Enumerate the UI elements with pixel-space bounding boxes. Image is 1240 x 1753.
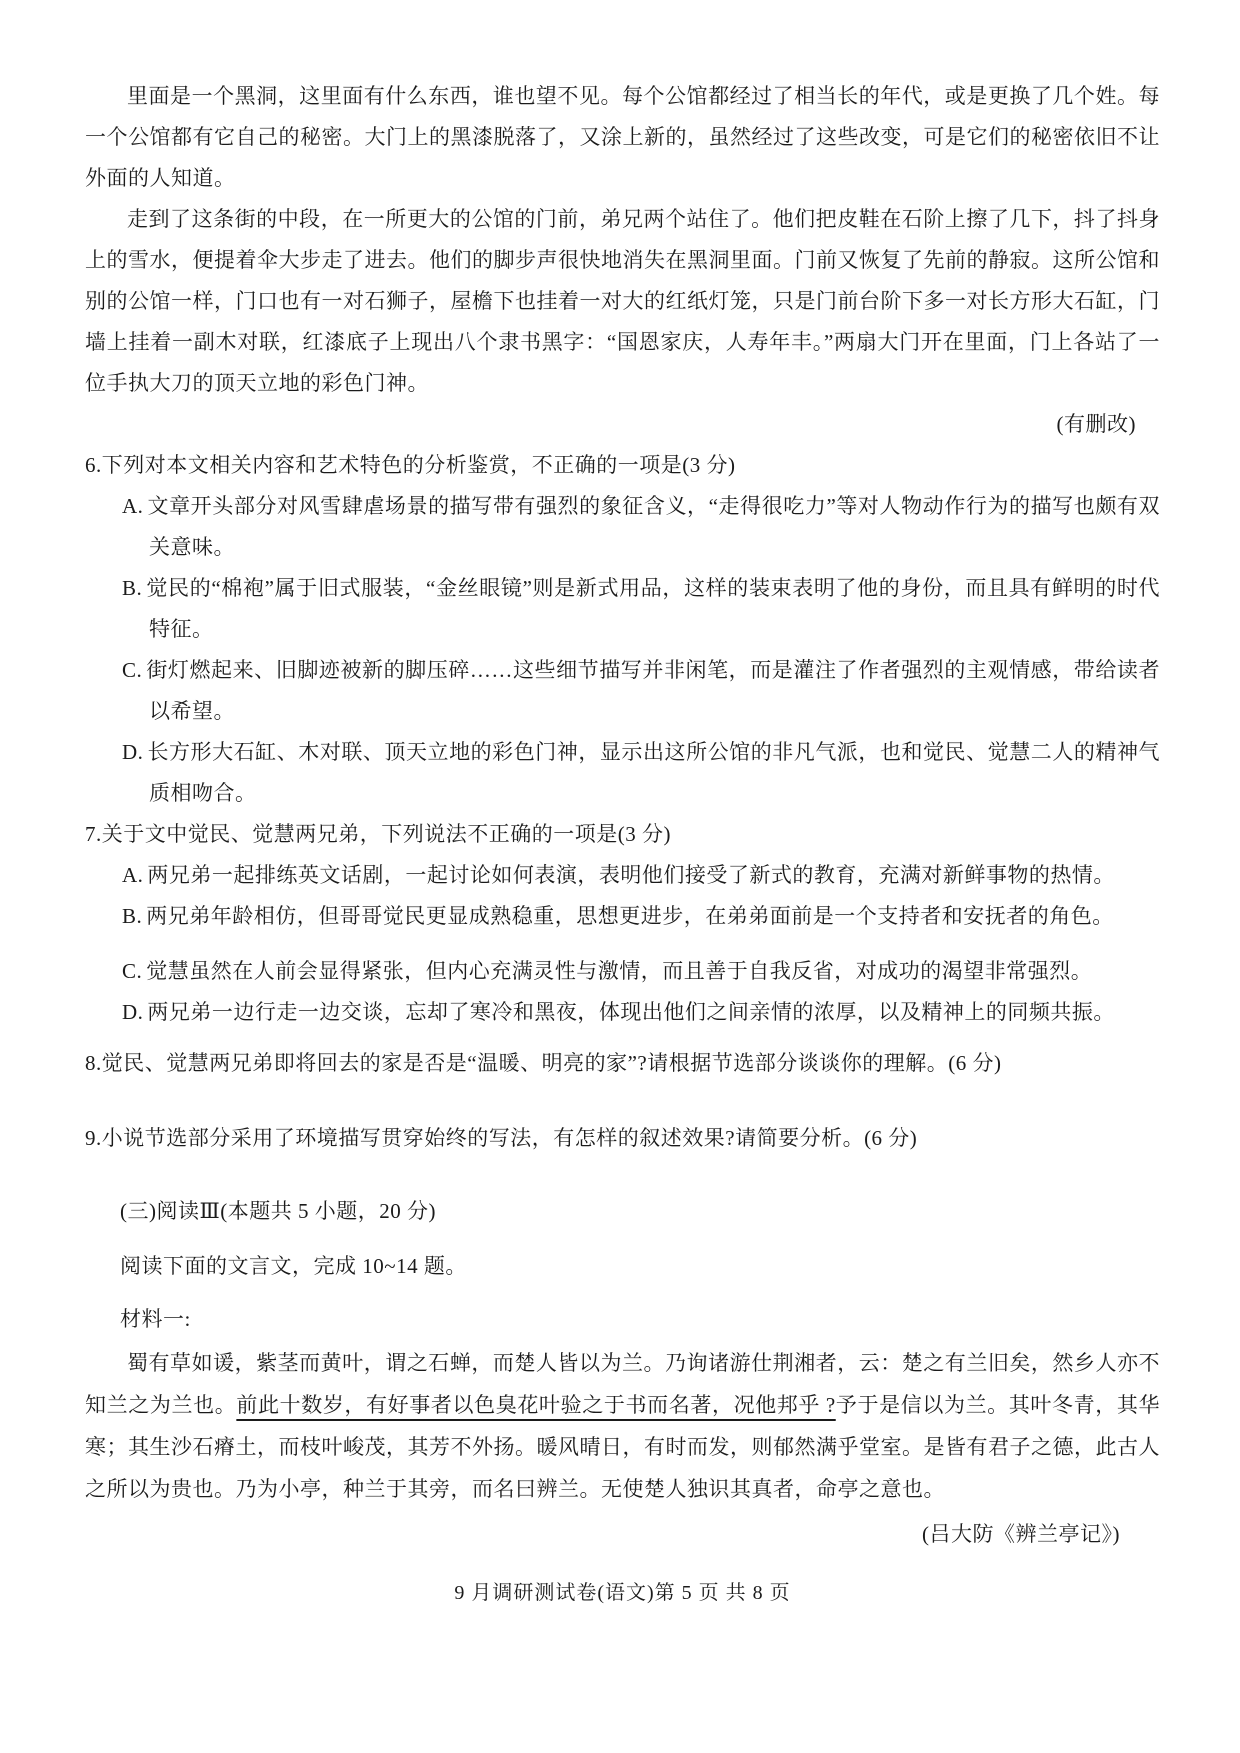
- question-6-option-c: [122, 650, 1160, 732]
- classical-text-post: 予于是信以为兰。其叶冬青，其华寒；其生沙石瘠土，而枝叶峻茂，其芳不外扬。暖风晴日，有时而发，则郁然满乎堂室。是皆有君子之德，此古人之所以为贵也。乃为小亭，种兰于其旁，而名曰辨兰。无使楚人独识其真者，命亭之意也。: [85, 1393, 1161, 1501]
- question-6: [85, 445, 1160, 814]
- option-text: 两兄弟年龄相仿，但哥哥觉民更显成熟稳重，思想更进步，在弟弟面前是一个支持者和安抚者的角色。: [146, 904, 1114, 928]
- source-attribution: (吕大防《辨兰亭记》): [922, 1522, 1120, 1546]
- passage-paragraph-2: 走到了这条街的中段，在一所更大的公馆的门前，弟兄两个站住了。他们把皮鞋在石阶上擦了几下，抖了抖身上的雪水，便提着伞大步走了进去。他们的脚步声很快地消失在黑洞里面。门前又恢复了先前的静寂。这所公馆和别的公馆一样，门口也有一对石狮子，屋檐下也挂着一对大的红纸灯笼，只是门前台阶下多一对长方形大石缸，门墙上挂着一副木对联，红漆底子上现出八个隶书黑字：“国恩家庆，人寿年丰。”两扇大门开在里面，门上各站了一位手执大刀的顶天立地的彩色门神。: [85, 207, 1160, 395]
- option-text: 觉慧虽然在人前会显得紧张，但内心充满灵性与激情，而且善于自我反省，对成功的渴望非常强烈。: [146, 959, 1093, 983]
- passage-paragraph-1: 里面是一个黑洞，这里面有什么东西，谁也望不见。每个公馆都经过了相当长的年代，或是更换了几个姓。每一个公馆都有它自己的秘密。大门上的黑漆脱落了，又涂上新的，虽然经过了这些改变，可是它们的秘密依旧不让外面的人知道。: [85, 84, 1160, 190]
- option-text: 两兄弟一起排练英文话剧，一起讨论如何表演，表明他们接受了新式的教育，充满对新鲜事物的热情。: [147, 863, 1115, 887]
- question-7: [85, 814, 1160, 1033]
- option-text: 两兄弟一边行走一边交谈，忘却了寒冷和黑夜，体现出他们之间亲情的浓厚，以及精神上的同频共振。: [147, 1000, 1115, 1024]
- option-label: B.: [122, 576, 143, 600]
- section-3-reading: [85, 1191, 1160, 1555]
- option-text: 文章开头部分对风雪肆虐场景的描写带有强烈的象征含义，“走得很吃力”等对人物动作行为的描写也颇有双关意味。: [147, 494, 1160, 559]
- section-3-heading: (三)阅读Ⅲ(本题共 5 小题，20 分): [120, 1199, 436, 1223]
- question-9-stem: 9.小说节选部分采用了环境描写贯穿始终的写法，有怎样的叙述效果?请简要分析。(6 分): [85, 1126, 918, 1150]
- classical-text-pre: 蜀有草如谖，紫茎而黄叶，谓之石蝉，而楚人皆以为兰。乃询诸游仕荆湘者，云：楚之有兰旧矣，然乡人亦不知兰之为兰也。: [85, 1351, 1160, 1417]
- material-1-label: 材料一:: [120, 1307, 191, 1331]
- question-6-option-a: [122, 486, 1160, 568]
- option-label: A.: [122, 863, 144, 887]
- question-7-option-c: [122, 951, 1160, 992]
- question-7-stem: 7.关于文中觉民、觉慧两兄弟，下列说法不正确的一项是(3 分): [85, 822, 671, 846]
- classical-text: [85, 1342, 1160, 1510]
- option-text: 街灯燃起来、旧脚迹被新的脚压碎……这些细节描写并非闲笔，而是灌注了作者强烈的主观情感，带给读者以希望。: [146, 658, 1160, 723]
- option-label: B.: [122, 904, 143, 928]
- question-6-option-d: [122, 732, 1160, 814]
- section-3-instruction: 阅读下面的文言文，完成 10~14 题。: [120, 1254, 467, 1278]
- classical-text-underlined-clause: 前此十数岁，有好事者以色臭花叶验之于书而名著，况他邦乎 ?: [236, 1393, 836, 1417]
- option-label: A.: [122, 494, 144, 518]
- question-7-option-d: [122, 992, 1160, 1033]
- option-label: D.: [122, 1000, 144, 1024]
- option-text: 长方形大石缸、木对联、顶天立地的彩色门神，显示出这所公馆的非凡气派，也和觉民、觉慧二人的精神气质相吻合。: [147, 740, 1160, 805]
- question-8-stem: 8.觉民、觉慧两兄弟即将回去的家是否是“温暖、明亮的家”?请根据节选部分谈谈你的理解。(6 分): [85, 1051, 1002, 1075]
- question-6-option-b: [122, 568, 1160, 650]
- question-6-stem: 6.下列对本文相关内容和艺术特色的分析鉴赏，不正确的一项是(3 分): [85, 453, 736, 477]
- option-label: C.: [122, 658, 143, 682]
- question-7-option-b: [122, 896, 1160, 937]
- edit-note: (有删改): [1056, 412, 1136, 436]
- question-7-option-a: [122, 855, 1160, 896]
- page-footer: 9 月调研测试卷(语文)第 5 页 共 8 页: [454, 1582, 791, 1604]
- option-label: D.: [122, 740, 144, 764]
- option-label: C.: [122, 959, 143, 983]
- option-text: 觉民的“棉袍”属于旧式服装，“金丝眼镜”则是新式用品，这样的装束表明了他的身份，而且具有鲜明的时代特征。: [146, 576, 1160, 641]
